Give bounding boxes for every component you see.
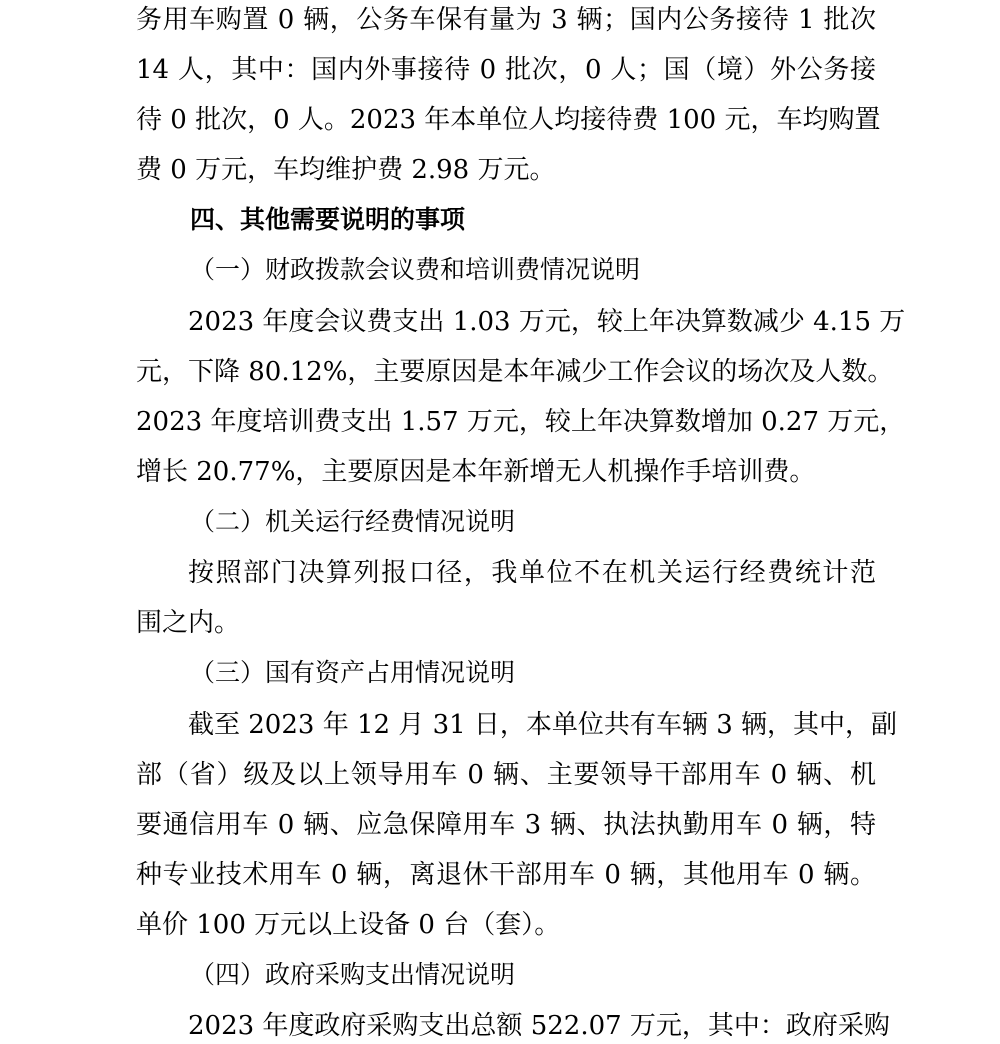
text-line: 截至 2023 年 12 月 31 日，本单位共有车辆 3 辆，其中，副 <box>188 710 897 740</box>
text-line: 14 人，其中：国内外事接待 0 批次，0 人；国（境）外公务接 <box>136 55 876 85</box>
subsection-heading: （二）机关运行经费情况说明 <box>190 507 516 536</box>
text-line: 增长 20.77%，主要原因是本年新增无人机操作手培训费。 <box>136 457 816 487</box>
text-line: 待 0 批次，0 人。2023 年本单位人均接待费 100 元，车均购置 <box>136 105 881 135</box>
text-line: 围之内。 <box>136 608 241 638</box>
text-line: 要通信用车 0 辆、应急保障用车 3 辆、执法执勤用车 0 辆，特 <box>136 810 876 840</box>
text-line: 2023 年度政府采购支出总额 522.07 万元，其中：政府采购 <box>188 1011 890 1041</box>
text-line: 种专业技术用车 0 辆，离退休干部用车 0 辆，其他用车 0 辆。 <box>136 860 876 890</box>
section-heading: 四、其他需要说明的事项 <box>190 205 466 234</box>
text-line: 元，下降 80.12%，主要原因是本年减少工作会议的场次及人数。 <box>136 357 894 387</box>
text-line: 部（省）级及以上领导用车 0 辆、主要领导干部用车 0 辆、机 <box>136 760 876 790</box>
subsection-heading: （三）国有资产占用情况说明 <box>190 658 516 687</box>
text-line: 单价 100 万元以上设备 0 台（套）。 <box>136 910 561 940</box>
text-line: 按照部门决算列报口径，我单位不在机关运行经费统计范 <box>188 558 876 588</box>
text-line: 务用车购置 0 辆，公务车保有量为 3 辆；国内公务接待 1 批次 <box>136 5 876 35</box>
subsection-heading: （四）政府采购支出情况说明 <box>190 960 516 989</box>
text-line: 2023 年度培训费支出 1.57 万元，较上年决算数增加 0.27 万元， <box>136 407 906 437</box>
text-line: 2023 年度会议费支出 1.03 万元，较上年决算数减少 4.15 万 <box>188 307 906 337</box>
text-line: 费 0 万元，车均维护费 2.98 万元。 <box>136 155 556 185</box>
subsection-heading: （一）财政拨款会议费和培训费情况说明 <box>190 255 641 284</box>
